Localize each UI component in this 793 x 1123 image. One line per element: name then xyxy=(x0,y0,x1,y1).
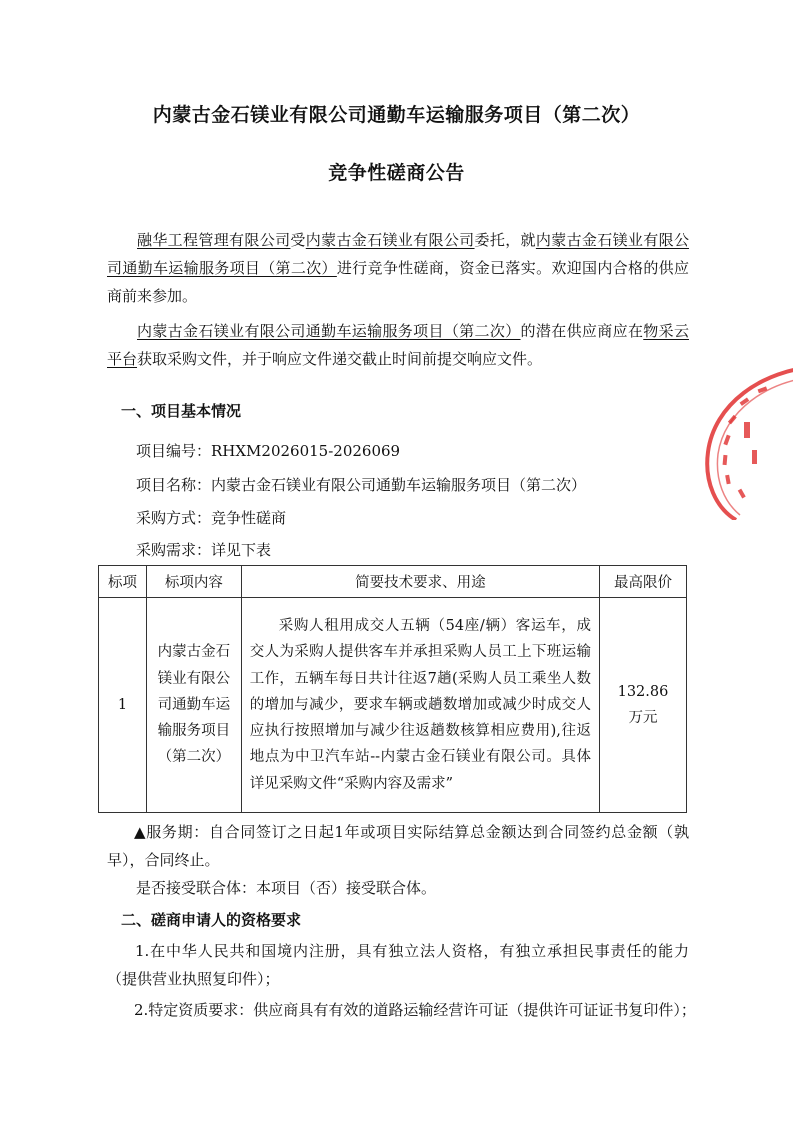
document-title-line2: 竞争性磋商公告 xyxy=(328,162,465,184)
intro2-text-1: 的潜在供应商应在 xyxy=(520,322,644,340)
intro-text-1: 受 xyxy=(290,231,306,249)
project-name-2: 内蒙古金石镁业有限公司通勤车运输服务项目（第二次） xyxy=(137,322,521,340)
consortium-note: 是否接受联合体：本项目（否）接受联合体。 xyxy=(136,879,437,897)
project-name: 内蒙古金石镁业有限公司通勤车运输服务项目（第二次） xyxy=(107,231,689,277)
header-content: 标项内容 xyxy=(146,566,241,598)
procurement-table xyxy=(98,565,687,813)
header-max-price: 最高限价 xyxy=(599,566,686,598)
document-title-line1: 内蒙古金石镁业有限公司通勤车运输服务项目（第二次） xyxy=(152,104,641,126)
header-requirements: 简要技术要求、用途 xyxy=(241,566,599,598)
cell-requirements: 采购人租用成交人五辆（54座/辆）客运车，成交人为采购人提供客车并承担采购人员工上下班运输工作，五辆车每日共计往返7趟(采购人员工乘坐人数的增加与减少，要求车辆或趟数增加或减少时成交人应执行按照增加与减少往返趟数核算相应费用),往返地点为中卫汽车站--内蒙古金石镁业有限公司。具体详见采购文件“采购内容及需求” xyxy=(241,598,599,813)
cell-lot: 1 xyxy=(99,598,147,813)
procurement-demand: 采购需求：详见下表 xyxy=(136,541,272,559)
cell-content: 内蒙古金石镁业有限公司通勤车运输服务项目（第二次） xyxy=(146,598,241,813)
requirement-2: 2.特定资质要求：供应商具有有效的道路运输经营许可证（提供许可证证书复印件）； xyxy=(134,1001,696,1019)
intro-paragraph-2 xyxy=(107,317,689,373)
section1-heading: 一、项目基本情况 xyxy=(121,402,242,420)
requirement-1: 1.在中华人民共和国境内注册，具有独立法人资格，有独立承担民事责任的能力（提供营业执照复印件）； xyxy=(107,942,689,988)
service-period: ▲服务期：自合同签订之日起1年或项目实际结算总金额达到合同签约总金额（孰早），合同终止。 xyxy=(107,823,689,869)
cell-max-price: 132.86 万元 xyxy=(599,598,686,813)
platform-name: 物采云平台 xyxy=(107,322,689,368)
red-seal-stamp xyxy=(700,360,793,520)
table-header-row xyxy=(99,566,687,598)
intro-text-3: 进行竞争性磋商，资金已落实。欢迎国内合格的供应商前来参加。 xyxy=(107,259,689,305)
agent-name: 融华工程管理有限公司 xyxy=(137,231,291,249)
intro2-text-2: 获取采购文件，并于响应文件递交截止时间前提交响应文件。 xyxy=(137,350,543,368)
table-row xyxy=(99,598,687,813)
project-number: 项目编号：RHXM2026015-2026069 xyxy=(136,442,401,460)
client-name: 内蒙古金石镁业有限公司 xyxy=(305,231,475,249)
project-name-line: 项目名称：内蒙古金石镁业有限公司通勤车运输服务项目（第二次） xyxy=(136,476,587,494)
intro-paragraph xyxy=(107,226,689,310)
intro-text-2: 委托，就 xyxy=(474,231,536,249)
header-lot: 标项 xyxy=(99,566,147,598)
procurement-method: 采购方式：竞争性磋商 xyxy=(136,509,287,527)
section2-heading: 二、磋商申请人的资格要求 xyxy=(121,911,302,929)
